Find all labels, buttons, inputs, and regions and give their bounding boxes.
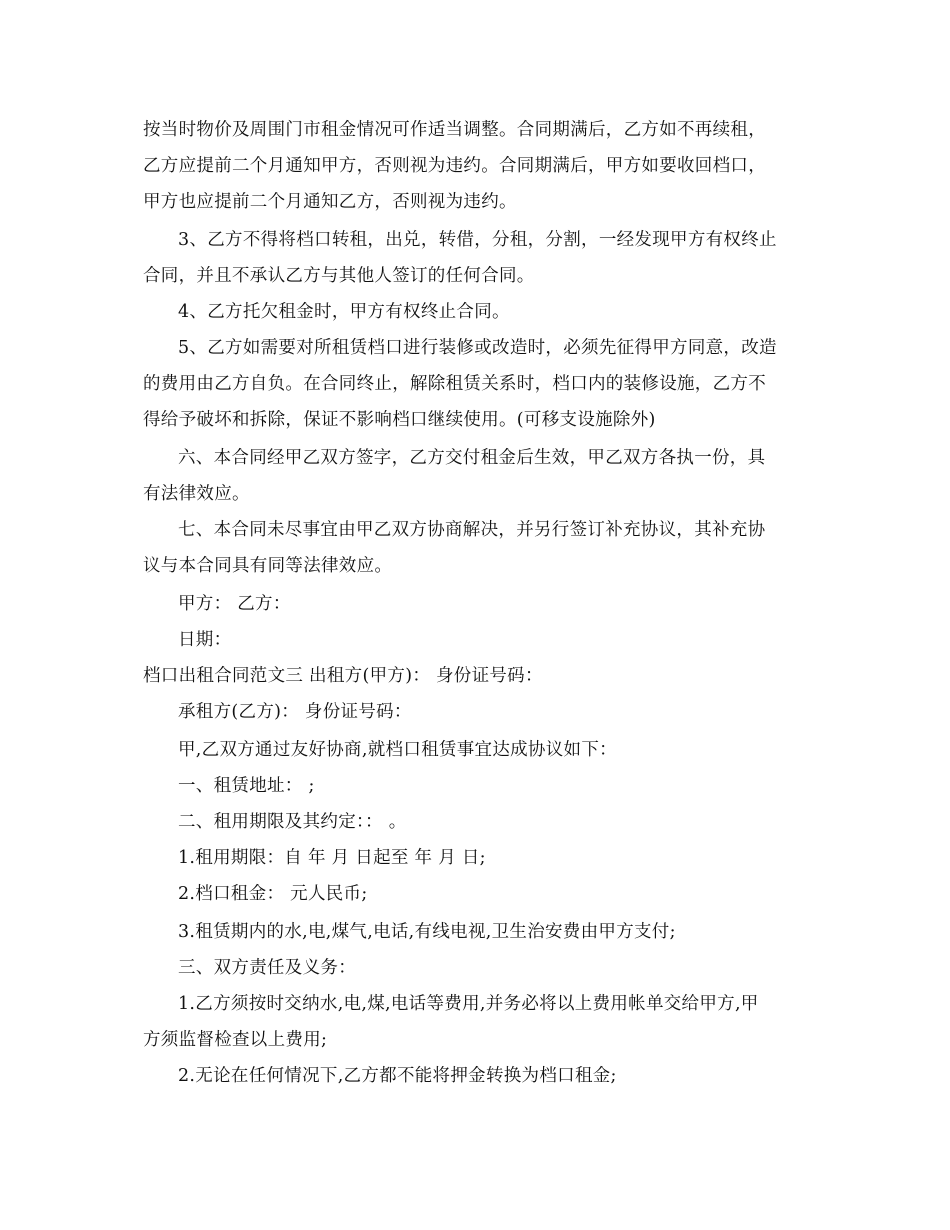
text-line: 3.租赁期内的水,电,煤气,电话,有线电视,卫生治安费由甲方支付; <box>178 922 676 942</box>
text-line: 1.租用期限：自 年 月 日起至 年 月 日; <box>178 848 486 868</box>
section-title-line: 档口出租合同范文三 出租方(甲方)： 身份证号码： <box>143 666 543 686</box>
text-line: 二、租用期限及其约定：： 。 <box>178 812 407 832</box>
text-line: 一、租赁地址： ; <box>178 776 315 796</box>
text-line: 三、双方责任及义务： <box>178 958 356 978</box>
text-line: 合同，并且不承认乙方与其他人签订的任何合同。 <box>143 266 535 286</box>
text-line: 5、乙方如需要对所租赁档口进行装修或改造时，必须先征得甲方同意，改造 <box>178 338 777 358</box>
text-line: 甲,乙双方通过友好协商,就档口租赁事宜达成协议如下： <box>178 740 617 760</box>
text-line: 4、乙方托欠租金时，甲方有权终止合同。 <box>178 302 510 322</box>
text-line: 按当时物价及周围门市租金情况可作适当调整。合同期满后，乙方如不再续租， <box>143 120 766 140</box>
text-line: 承租方(乙方)： 身份证号码： <box>178 702 412 722</box>
date-line: 日期： <box>178 630 232 650</box>
text-line: 得给予破坏和拆除，保证不影响档口继续使用。(可移支设施除外) <box>143 410 656 430</box>
text-line: 方须监督检查以上费用; <box>143 1030 328 1050</box>
text-line: 甲方也应提前二个月通知乙方，否则视为违约。 <box>143 192 517 212</box>
text-line: 2.无论在任何情况下,乙方都不能将押金转换为档口租金; <box>178 1066 617 1086</box>
text-line: 乙方应提前二个月通知甲方，否则视为违约。合同期满后，甲方如要收回档口， <box>143 156 766 176</box>
text-line: 有法律效应。 <box>143 484 250 504</box>
text-line: 六、本合同经甲乙双方签字，乙方交付租金后生效，甲乙双方各执一份，具 <box>178 448 766 468</box>
text-line: 的费用由乙方自负。在合同终止，解除租赁关系时，档口内的装修设施，乙方不 <box>143 374 766 394</box>
text-line: 七、本合同未尽事宜由甲乙双方协商解决，并另行签订补充协议，其补充协 <box>178 520 766 540</box>
text-line: 议与本合同具有同等法律效应。 <box>143 556 393 576</box>
signature-line: 甲方： 乙方： <box>178 594 291 614</box>
text-line: 1.乙方须按时交纳水,电,煤,电话等费用,并务必将以上费用帐单交给甲方,甲 <box>178 994 759 1014</box>
text-line: 2.档口租金： 元人民币; <box>178 884 368 904</box>
text-line: 3、乙方不得将档口转租，出兑，转借，分租，分割，一经发现甲方有权终止 <box>178 230 777 250</box>
